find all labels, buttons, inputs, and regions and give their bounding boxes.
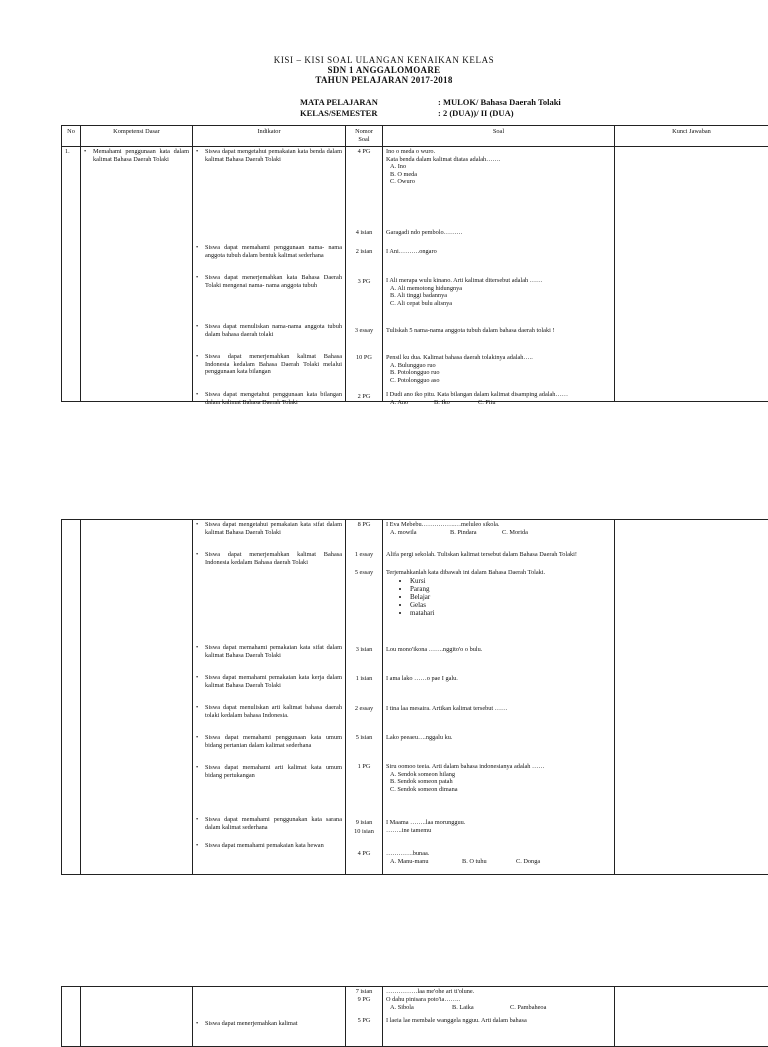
indikator-item: • Siswa dapat memahami arti kalimat kata umum bidang pertukangan <box>196 764 342 779</box>
indikator-item: • Siswa dapat menuliskan nama-nama anggota tubuh dalam bahasa daerah tolaki <box>196 323 342 338</box>
option-c: C. Morida <box>502 529 528 537</box>
soal-item: Lako peeaeu….nggalu ku. <box>386 734 611 742</box>
row-number: 1. <box>62 147 81 402</box>
question-text: ………….bunaa. <box>386 850 611 858</box>
kisi-table-2 <box>61 519 768 875</box>
table-header-row <box>62 126 768 147</box>
option-b: B. Laika <box>452 1004 510 1012</box>
indikator-item: • Siswa dapat mengetahui pemakaian kata sifat dalam kalimat Bahasa Daerah Tolaki <box>196 521 342 536</box>
question-text: Pensil ku dua. Kalimat bahasa daerah tolakinya adalah….. <box>386 354 611 362</box>
soal-item <box>386 391 611 406</box>
kd-text: Memahami penggunaan kata dalam kalimat Bahasa Daerah Tolaki <box>93 148 189 163</box>
nomor-soal: 5 isian <box>346 734 382 742</box>
indikator-text: Siswa dapat menuliskan arti kalimat bahasa daerah tolaki kedalam bahasa Indonesia. <box>205 704 342 719</box>
indikator-item: • Siswa dapat memahami pemakaian kata sifat dalam kalimat Bahasa Daerah Tolaki <box>196 644 342 659</box>
table-row <box>62 987 768 1047</box>
soal-item <box>386 521 611 536</box>
indikator-item: • Siswa dapat menerjemahkan kalimat <box>196 1020 342 1028</box>
col-nomor-soal: Nomor Soal <box>346 126 383 147</box>
indikator-text: Siswa dapat menerjemahkan kalimat Bahasa Indonesia kedalam Bahasa daerah Tolaki <box>205 551 342 566</box>
options-row <box>386 858 611 866</box>
soal-item: I tina laa mesaira. Artikan kalimat tersebut …… <box>386 705 611 713</box>
option-a: A. Manu-manu <box>390 858 462 866</box>
option-c: C. Sendok someon dimana <box>386 786 611 794</box>
soal-item <box>386 763 611 793</box>
doc-title-line1: KISI – KISI SOAL ULANGAN KENAIKAN KELAS <box>0 55 768 66</box>
indikator-cell <box>193 147 346 402</box>
option-c: C. Ali cepat bulu alisnya <box>386 300 611 308</box>
list-item: • matahari <box>410 609 611 617</box>
soal-item: Alifa pergi sekolah. Tuliskan kalimat tersebut dalam Bahasa Daerah Tolaki! <box>386 551 611 559</box>
soal-item: ……………laa me'ohe ari ti'olune. <box>386 988 611 996</box>
option-c: C. Owuro <box>386 178 611 186</box>
soal-cell <box>383 147 615 402</box>
indikator-item: • Siswa dapat menuliskan arti kalimat bahasa daerah tolaki kedalam bahasa Indonesia. <box>196 704 342 719</box>
indikator-item: • Siswa dapat menerjemahkan kalimat Bahasa Indonesia kedalam Bahasa daerah Tolaki <box>196 551 342 566</box>
option-c: C. Pambaheoa <box>510 1004 546 1012</box>
list-item: • Belajar <box>410 593 611 601</box>
question-text: I Dudi ano iko pitu. Kata bilangan dalam kalimat disamping adalah…… <box>386 391 611 399</box>
kd-item: • Memahami penggunaan kata dalam kalimat Bahasa Daerah Tolaki <box>84 148 189 163</box>
subject-value: : MULOK/ Bahasa Daerah Tolaki <box>438 97 561 107</box>
kunci-jawaban-cell <box>615 147 768 402</box>
table-row <box>62 520 768 875</box>
indikator-cell <box>193 520 346 875</box>
indikator-item: • Siswa dapat memahami penggunaan nama- nama anggota tubuh dalam bentuk kalimat sederhana <box>196 244 342 259</box>
nomor-soal: 4 isian <box>346 229 382 237</box>
soal-item <box>386 277 611 307</box>
col-no: No <box>62 126 81 147</box>
nomor-soal: 5 essay <box>346 569 382 577</box>
nomor-soal: 1 essay <box>346 551 382 559</box>
kunci-jawaban-cell <box>615 520 768 875</box>
nomor-soal: 4 PG <box>346 850 382 858</box>
indikator-text: Siswa dapat mengetahui penggunaan kata bilangan dalam kalimat Bahasa Daerah Tolaki <box>205 391 342 406</box>
row-number <box>62 987 81 1047</box>
list-item: • Kursi <box>410 577 611 585</box>
kd-cell <box>81 520 193 875</box>
kisi-table-1 <box>61 125 768 402</box>
options-row <box>386 399 611 407</box>
soal-cell <box>383 520 615 875</box>
indikator-item: • Siswa dapat mengetahui penggunaan kata bilangan dalam kalimat Bahasa Daerah Tolaki <box>196 391 342 406</box>
list-item: • Gelas <box>410 601 611 609</box>
soal-item: I ama lako ……o pae I galu. <box>386 675 611 683</box>
indikator-text: Siswa dapat menerjemahkan kalimat Bahasa Indonesia kedalam Bahasa Daerah Tolaki melalui penggunaan kata bilangan <box>205 353 342 376</box>
indikator-text: Siswa dapat mengetahui pemakaian kata sifat dalam kalimat Bahasa Daerah Tolaki <box>205 521 342 536</box>
class-row <box>300 108 514 119</box>
nomor-soal-cell <box>346 987 383 1047</box>
list-item: • Parang <box>410 585 611 593</box>
subject-label: MATA PELAJARAN <box>300 97 438 108</box>
nomor-soal: 10 PG <box>346 354 382 362</box>
kunci-jawaban-cell <box>615 987 768 1047</box>
nomor-soal: 3 essay <box>346 327 382 335</box>
indikator-text: Siswa dapat memahami penggunaan nama- nama anggota tubuh dalam bentuk kalimat sederhana <box>205 244 342 259</box>
option-b: B. Iko <box>434 399 478 407</box>
soal-item: Garagadi ndo pembolo……… <box>386 229 611 237</box>
nomor-soal: 3 PG <box>346 278 382 286</box>
option-b: B. Sendok someon patah <box>386 778 611 786</box>
option-c: C. Pitu <box>478 399 496 407</box>
nomor-soal: 2 essay <box>346 705 382 713</box>
indikator-cell <box>193 987 346 1047</box>
soal-item: I Ani……….ongaro <box>386 248 611 256</box>
question-text: ……..ine tamemu <box>386 827 611 835</box>
col-soal: Soal <box>383 126 615 147</box>
question-text: Kata benda dalam kalimat diatas adalah……. <box>386 156 611 164</box>
question-text: I Ali merapa wulu kinano. Arti kalimat ditersebut adalah …… <box>386 277 611 285</box>
col-kunci-jawaban: Kunci Jawaban <box>615 126 768 147</box>
class-value: : 2 (DUA))/ II (DUA) <box>438 108 514 118</box>
nomor-soal: 2 PG <box>346 393 382 401</box>
option-a: A. Ali memotong hidungnya <box>386 285 611 293</box>
indikator-text: Siswa dapat menerjemahkan kata Bahasa Daerah Tolaki mengenai nama- nama anggota tubuh <box>205 274 342 289</box>
option-a: A. mowila <box>390 529 450 537</box>
indikator-item: • Siswa dapat menerjemahkan kata Bahasa Daerah Tolaki mengenai nama- nama anggota tubuh <box>196 274 342 289</box>
indikator-text: Siswa dapat memahami pemakaian kata hewan <box>205 842 342 850</box>
table-row <box>62 147 768 402</box>
indikator-item: • Siswa dapat memahami pemakaian kata hewan <box>196 842 342 850</box>
soal-item <box>386 148 611 186</box>
soal-cell <box>383 987 615 1047</box>
soal-item <box>386 850 611 865</box>
options-row <box>386 529 611 537</box>
option-a: A. Ano <box>390 399 434 407</box>
nomor-soal: 2 isian <box>346 248 382 256</box>
nomor-soal: 3 isian <box>346 646 382 654</box>
class-label: KELAS/SEMESTER <box>300 108 438 119</box>
indikator-text: Siswa dapat mengetahui pemakaian kata benda dalam kalimat Bahasa Daerah Tolaki <box>205 148 342 163</box>
indikator-text: Siswa dapat memahami penggunaan kata umum bidang pertanian dalam kalimat sederhana <box>205 734 342 749</box>
indikator-item: • Siswa dapat menerjemahkan kalimat Bahasa Indonesia kedalam Bahasa Daerah Tolaki melalui penggunaan kata bilangan <box>196 353 342 376</box>
option-a: A. Ino <box>386 163 611 171</box>
option-a: A. Sendok someon hilang <box>386 771 611 779</box>
nomor-soal-cell <box>346 520 383 875</box>
indikator-item: • Siswa dapat memahami penggunaan kata umum bidang pertanian dalam kalimat sederhana <box>196 734 342 749</box>
nomor-soal: 10 isian <box>346 828 382 836</box>
kd-cell <box>81 987 193 1047</box>
nomor-soal: 5 PG <box>346 1017 382 1025</box>
question-text: I Eva Mebebu…………….…meluleo sikola. <box>386 521 611 529</box>
soal-item: I laeia lae membale wanggela ngguu. Arti dalam bahasa <box>386 1017 611 1025</box>
nomor-soal: 1 PG <box>346 763 382 771</box>
option-b: B. Ali tinggi badannya <box>386 292 611 300</box>
col-indikator: Indikator <box>193 126 346 147</box>
nomor-soal: 4 PG <box>346 148 382 156</box>
question-text: O dahu pinisara poto'ia…….. <box>386 996 611 1004</box>
question-text: I Maama ……..laa morungguu. <box>386 819 611 827</box>
doc-title-school: SDN 1 ANGGALOMOARE <box>0 65 768 76</box>
option-c: C. Potolongguo aso <box>386 377 611 385</box>
kisi-table-3 <box>61 986 768 1047</box>
indikator-text: Siswa dapat memahami penggunakan kata sarana dalam kalimat sederhana <box>205 816 342 831</box>
doc-title-year: TAHUN PELAJARAN 2017-2018 <box>0 75 768 86</box>
kd-cell <box>81 147 193 402</box>
nomor-soal: 7 isian <box>346 988 382 996</box>
option-b: B. O tuhu <box>462 858 516 866</box>
nomor-soal: 9 PG <box>346 996 382 1004</box>
indikator-text: Siswa dapat menuliskan nama-nama anggota tubuh dalam bahasa daerah tolaki <box>205 323 342 338</box>
row-number <box>62 520 81 875</box>
indikator-text: Siswa dapat memahami pemakaian kata sifat dalam kalimat Bahasa Daerah Tolaki <box>205 644 342 659</box>
soal-item: Lou mono'ikona …….nggito'o o bulu. <box>386 646 611 654</box>
options-row <box>386 1004 611 1012</box>
question-text: Terjemahkanlah kata dibawah ini dalam Bahasa Daerah Tolaki. <box>386 569 611 577</box>
word-list <box>386 577 611 617</box>
soal-item <box>386 819 611 834</box>
indikator-item: • Siswa dapat mengetahui pemakaian kata benda dalam kalimat Bahasa Daerah Tolaki <box>196 148 342 163</box>
option-a: A. Sibola <box>390 1004 452 1012</box>
col-kompetensi-dasar: Kompetensi Dasar <box>81 126 193 147</box>
question-text: Ino o meda o wuro. <box>386 148 611 156</box>
indikator-text: Siswa dapat memahami arti kalimat kata umum bidang pertukangan <box>205 764 342 779</box>
soal-item <box>386 354 611 384</box>
option-b: B. O meda <box>386 171 611 179</box>
soal-item <box>386 569 611 617</box>
option-b: B. Pindara <box>450 529 502 537</box>
indikator-item: • Siswa dapat memahami penggunakan kata sarana dalam kalimat sederhana <box>196 816 342 831</box>
indikator-item: • Siswa dapat memahami pemakaian kata kerja dalam kalimat Bahasa Daerah Tolaki <box>196 674 342 689</box>
subject-row <box>300 97 561 108</box>
option-c: C. Donga <box>516 858 540 866</box>
soal-item <box>386 996 611 1011</box>
nomor-soal-cell <box>346 147 383 402</box>
option-a: A. Bulungguo ruo <box>386 362 611 370</box>
question-text: Siru oomoo teeia. Arti dalam bahasa indonesianya adalah …… <box>386 763 611 771</box>
soal-item: Tuliskah 5 nama-nama anggota tubuh dalam bahasa daerah tolaki ! <box>386 327 611 335</box>
option-b: B. Potolongguo ruo <box>386 369 611 377</box>
indikator-text: Siswa dapat menerjemahkan kalimat <box>205 1020 342 1028</box>
nomor-soal: 9 isian <box>346 819 382 827</box>
nomor-soal: 1 isian <box>346 675 382 683</box>
indikator-text: Siswa dapat memahami pemakaian kata kerja dalam kalimat Bahasa Daerah Tolaki <box>205 674 342 689</box>
nomor-soal: 8 PG <box>346 521 382 529</box>
